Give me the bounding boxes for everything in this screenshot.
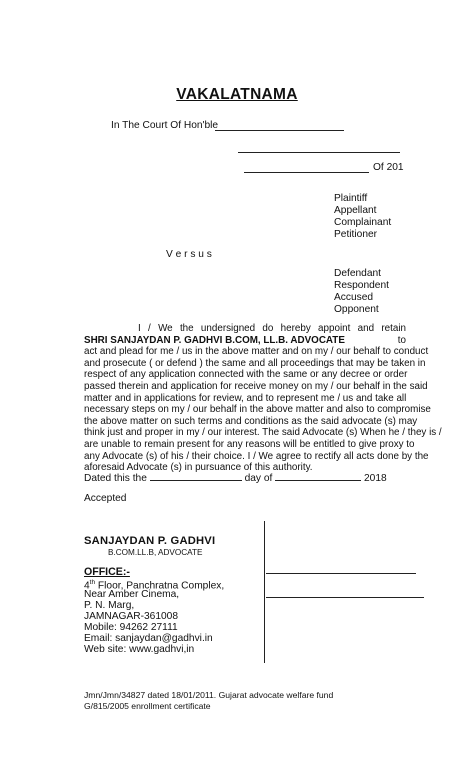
para-line: are unable to remain present for any reasons will be entitled to give proxy to (84, 438, 415, 450)
footer-welfare-fund: Jmn/Jmn/34827 dated 18/01/2011. Gujarat advocate welfare fund (84, 690, 334, 700)
date-blank[interactable] (150, 480, 242, 481)
role-appellant: Appellant (334, 205, 377, 216)
para-line: the above matter on such terms and conditions as the said advocate (s) may (84, 415, 418, 427)
signature-divider (264, 521, 265, 663)
advocate-qualification: B.COM.LL.B, ADVOCATE (108, 548, 203, 557)
office-label: OFFICE:- (84, 566, 130, 578)
para-line: matter and in applications for review, and to represent me / us and take all (84, 392, 407, 404)
office-address-line2: Near Amber Cinema, (84, 589, 180, 600)
day-of-label: day of (244, 473, 273, 484)
role-defendant: Defendant (334, 268, 382, 279)
role-accused: Accused (334, 292, 374, 303)
website: Web site: www.gadhvi,in (84, 644, 195, 655)
accepted-label: Accepted (84, 493, 127, 504)
role-plaintiff: Plaintiff (334, 193, 368, 204)
email-address: Email: sanjaydan@gadhvi.in (84, 633, 213, 644)
office-address-line4: JAMNAGAR-361008 (84, 611, 178, 622)
court-label: In The Court Of Hon'ble (111, 120, 219, 131)
versus-label: V e r s u s (166, 249, 212, 260)
footer-enrollment: G/815/2005 enrollment certificate (84, 701, 211, 711)
para-line: passed therein and application for receive money on my / our behalf in the said (84, 380, 428, 392)
para-line: think just and proper in my / our interest. The said Advocate (s) When he / they is / (84, 427, 442, 439)
signature-blank-2[interactable] (266, 597, 424, 598)
role-complainant: Complainant (334, 217, 392, 228)
authority-paragraph (84, 323, 442, 474)
court-name-blank[interactable] (215, 130, 344, 131)
para-line: and prosecute ( or defend ) the same and all proceedings that may be taken in (84, 357, 426, 369)
para-line-appointee (84, 335, 406, 347)
document-title: VAKALATNAMA (176, 86, 298, 103)
para-line: any Advocate (s) of his / their choice. I / We agree to rectify all acts done by the (84, 450, 429, 462)
floor-number: 4 (84, 580, 90, 592)
case-number-blank[interactable] (244, 172, 369, 173)
para-line: I / We the undersigned do hereby appoint and retain (138, 323, 406, 334)
advocate-appointee: SHRI SANJAYDAN P. GADHVI B.COM, LL.B. ADVOCATE (84, 334, 345, 346)
office-address-line3: P. N. Marg, (84, 600, 135, 611)
mobile-number: Mobile: 94262 27111 (84, 622, 178, 633)
para-line: respect of any application connected with the same or any decree or order (84, 369, 408, 381)
floor-rest: Floor, Panchratna Complex, (95, 580, 225, 592)
year-label: 2018 (364, 473, 387, 484)
floor-suffix: th (89, 579, 96, 586)
role-respondent: Respondent (334, 280, 389, 291)
dated-line (84, 473, 387, 485)
of-year-label: Of 201 (373, 162, 404, 173)
role-petitioner: Petitioner (334, 229, 378, 240)
para-to: to (397, 334, 406, 346)
advocate-name: SANJAYDAN P. GADHVI (84, 535, 216, 547)
role-opponent: Opponent (334, 304, 379, 315)
month-blank[interactable] (275, 480, 361, 481)
case-title-blank[interactable] (238, 152, 400, 153)
dated-this-label: Dated this the (84, 473, 147, 484)
para-line: aforesaid Advocate (s) in pursuance of this authority. (84, 462, 313, 474)
para-line: act and plead for me / us in the above matter and on my / our behalf to conduct (84, 346, 429, 358)
para-line: necessary steps on my / our behalf in the above matter and also to compromise (84, 404, 431, 416)
signature-blank-1[interactable] (266, 573, 416, 574)
